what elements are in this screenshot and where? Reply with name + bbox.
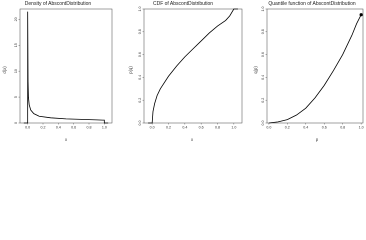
cdf-x-tick-label: 0.0 bbox=[149, 125, 155, 130]
density-x-tick-label: 0.2 bbox=[40, 125, 46, 130]
quantile-x-tick-label: 0.4 bbox=[303, 125, 309, 130]
density-y-tick-label: 15 bbox=[14, 43, 18, 48]
panel-quantile bbox=[253, 1, 364, 142]
density-x-tick-label: 0.4 bbox=[55, 125, 61, 130]
density-xlabel: x bbox=[64, 137, 68, 142]
cdf-y-tick-label: 0.0 bbox=[138, 120, 142, 126]
cdf-x-tick-label: 0.4 bbox=[182, 125, 188, 130]
cdf-y-tick-label: 0.4 bbox=[138, 74, 142, 80]
cdf-xlabel: x bbox=[190, 137, 194, 142]
quantile-title: Quantile function of AbscontDistribution bbox=[268, 1, 356, 7]
density-y-ticks bbox=[14, 17, 20, 124]
cdf-y-ticks bbox=[138, 7, 144, 126]
cdf-y-tick-label: 1.0 bbox=[138, 6, 142, 12]
cdf-plot-frame bbox=[144, 9, 242, 123]
density-title: Density of AbscontDistribution bbox=[24, 1, 92, 7]
quantile-series bbox=[269, 13, 363, 123]
panel-cdf bbox=[128, 1, 242, 142]
cdf-x-tick-label: 0.2 bbox=[166, 125, 171, 130]
quantile-x-tick-label: 0.2 bbox=[284, 125, 290, 130]
cdf-curve bbox=[148, 9, 238, 123]
density-x-tick-label: 0.6 bbox=[71, 125, 77, 130]
quantile-y-tick-label: 1.0 bbox=[261, 6, 265, 12]
density-ylabel: d(x) bbox=[2, 66, 7, 74]
quantile-y-tick-label: 0.2 bbox=[261, 97, 265, 103]
density-y-tick-label: 20 bbox=[14, 17, 18, 22]
cdf-x-tick-label: 1.0 bbox=[231, 125, 237, 130]
density-y-tick-label: 5 bbox=[14, 96, 18, 99]
cdf-x-ticks bbox=[150, 123, 237, 130]
cdf-y-tick-label: 0.2 bbox=[138, 97, 142, 103]
quantile-ylabel: q(p) bbox=[253, 66, 258, 74]
quantile-x-tick-label: 0.0 bbox=[266, 125, 272, 130]
cdf-series bbox=[148, 9, 238, 123]
quantile-curve bbox=[269, 15, 361, 123]
density-series bbox=[24, 12, 108, 123]
cdf-y-tick-label: 0.8 bbox=[138, 29, 142, 35]
cdf-ylabel: p(q) bbox=[128, 66, 133, 74]
quantile-plot-frame bbox=[267, 9, 363, 123]
cdf-title: CDF of AbscontDistribution bbox=[152, 1, 214, 7]
quantile-y-tick-label: 0.6 bbox=[261, 52, 265, 58]
quantile-y-tick-label: 0.0 bbox=[261, 120, 265, 126]
quantile-x-tick-label: 1.0 bbox=[358, 125, 364, 130]
cdf-x-tick-label: 0.6 bbox=[198, 125, 204, 130]
quantile-endpoint-marker bbox=[360, 13, 363, 16]
quantile-y-tick-label: 0.4 bbox=[261, 74, 265, 80]
density-curve bbox=[24, 12, 108, 123]
density-y-tick-label: 0 bbox=[14, 122, 18, 124]
density-x-tick-label: 1.0 bbox=[101, 125, 107, 130]
quantile-y-tick-label: 0.8 bbox=[261, 29, 265, 35]
density-x-tick-label: 0.8 bbox=[86, 125, 92, 130]
quantile-x-ticks bbox=[266, 123, 363, 130]
density-x-ticks bbox=[25, 123, 107, 130]
cdf-y-tick-label: 0.6 bbox=[138, 52, 142, 58]
quantile-y-ticks bbox=[261, 7, 267, 126]
panel-density bbox=[2, 1, 112, 142]
density-x-tick-label: 0.0 bbox=[25, 125, 31, 130]
quantile-x-tick-label: 0.8 bbox=[340, 125, 346, 130]
quantile-x-tick-label: 0.6 bbox=[321, 125, 327, 130]
density-y-tick-label: 10 bbox=[14, 69, 18, 74]
cdf-x-tick-label: 0.8 bbox=[215, 125, 220, 130]
density-plot-frame bbox=[20, 9, 112, 123]
quantile-xlabel: p bbox=[315, 137, 319, 142]
